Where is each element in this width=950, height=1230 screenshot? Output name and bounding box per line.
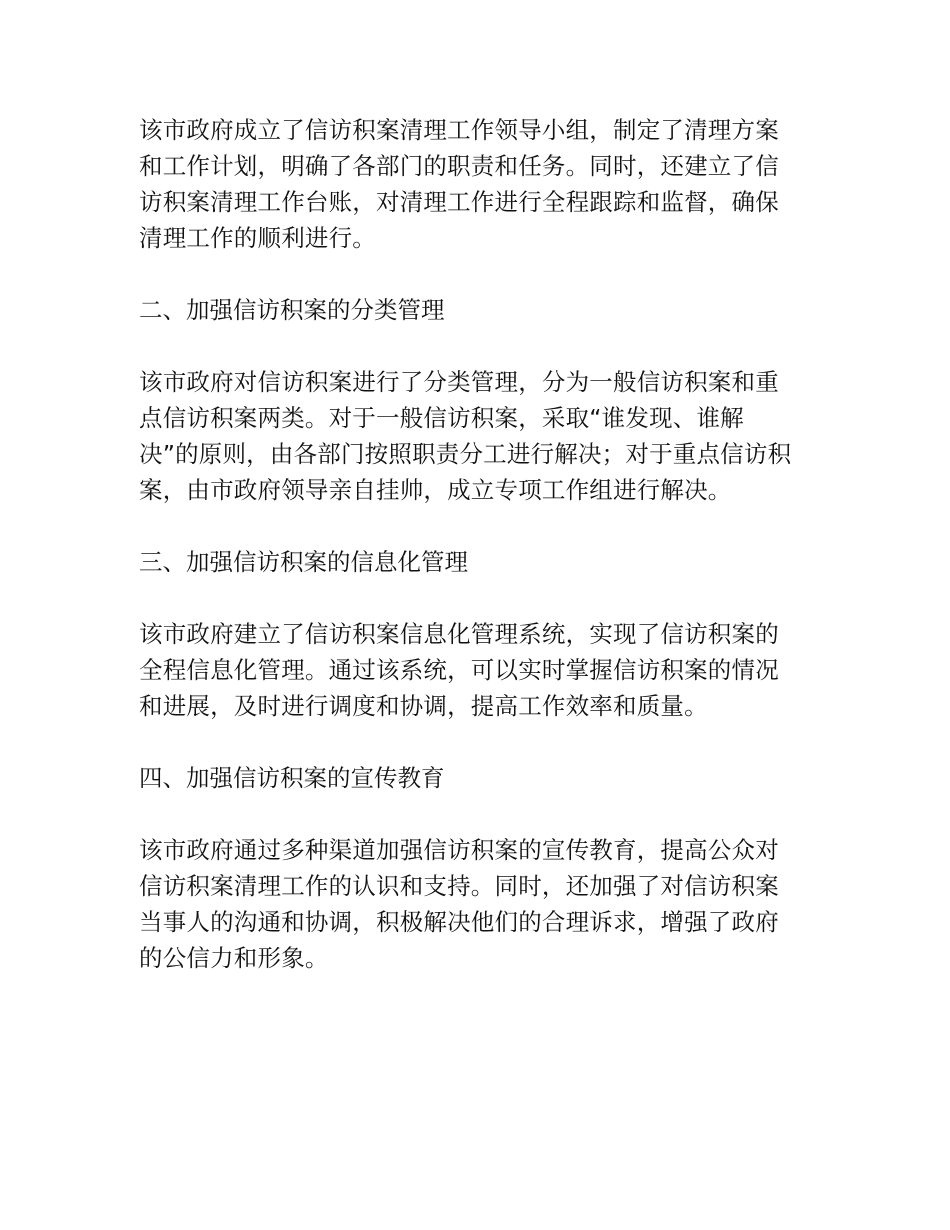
heading-spacer bbox=[139, 328, 799, 364]
paragraph-spacer bbox=[139, 508, 799, 544]
paragraph-spacer bbox=[139, 256, 799, 292]
paragraph-informatization: 该市政府建立了信访积案信息化管理系统，实现了信访积案的全程信息化管理。通过该系统，可以实时掌握信访积案的情况和进展，及时进行调度和协调，提高工作效率和质量。 bbox=[139, 620, 779, 720]
heading-spacer bbox=[139, 796, 799, 832]
paragraph-spacer bbox=[139, 724, 799, 760]
paragraph-leadership-group: 该市政府成立了信访积案清理工作领导小组，制定了清理方案和工作计划，明确了各部门的职责和任务。同时，还建立了信访积案清理工作台账，对清理工作进行全程跟踪和监督，确保清理工作的顺利进行。 bbox=[139, 116, 779, 252]
heading-informatization: 三、加强信访积案的信息化管理 bbox=[139, 548, 468, 576]
document-body bbox=[139, 112, 799, 976]
paragraph-publicity: 该市政府通过多种渠道加强信访积案的宣传教育，提高公众对信访积案清理工作的认识和支持。同时，还加强了对信访积案当事人的沟通和协调，积极解决他们的合理诉求，增强了政府的公信力和形象。 bbox=[139, 836, 779, 972]
heading-classification: 二、加强信访积案的分类管理 bbox=[139, 296, 445, 324]
heading-publicity: 四、加强信访积案的宣传教育 bbox=[139, 764, 445, 792]
paragraph-classification: 该市政府对信访积案进行了分类管理，分为一般信访积案和重点信访积案两类。对于一般信访积案，采取“谁发现、谁解决”的原则，由各部门按照职责分工进行解决；对于重点信访积案，由市政府领导亲自挂帅，成立专项工作组进行解决。 bbox=[139, 368, 792, 504]
heading-spacer bbox=[139, 580, 799, 616]
